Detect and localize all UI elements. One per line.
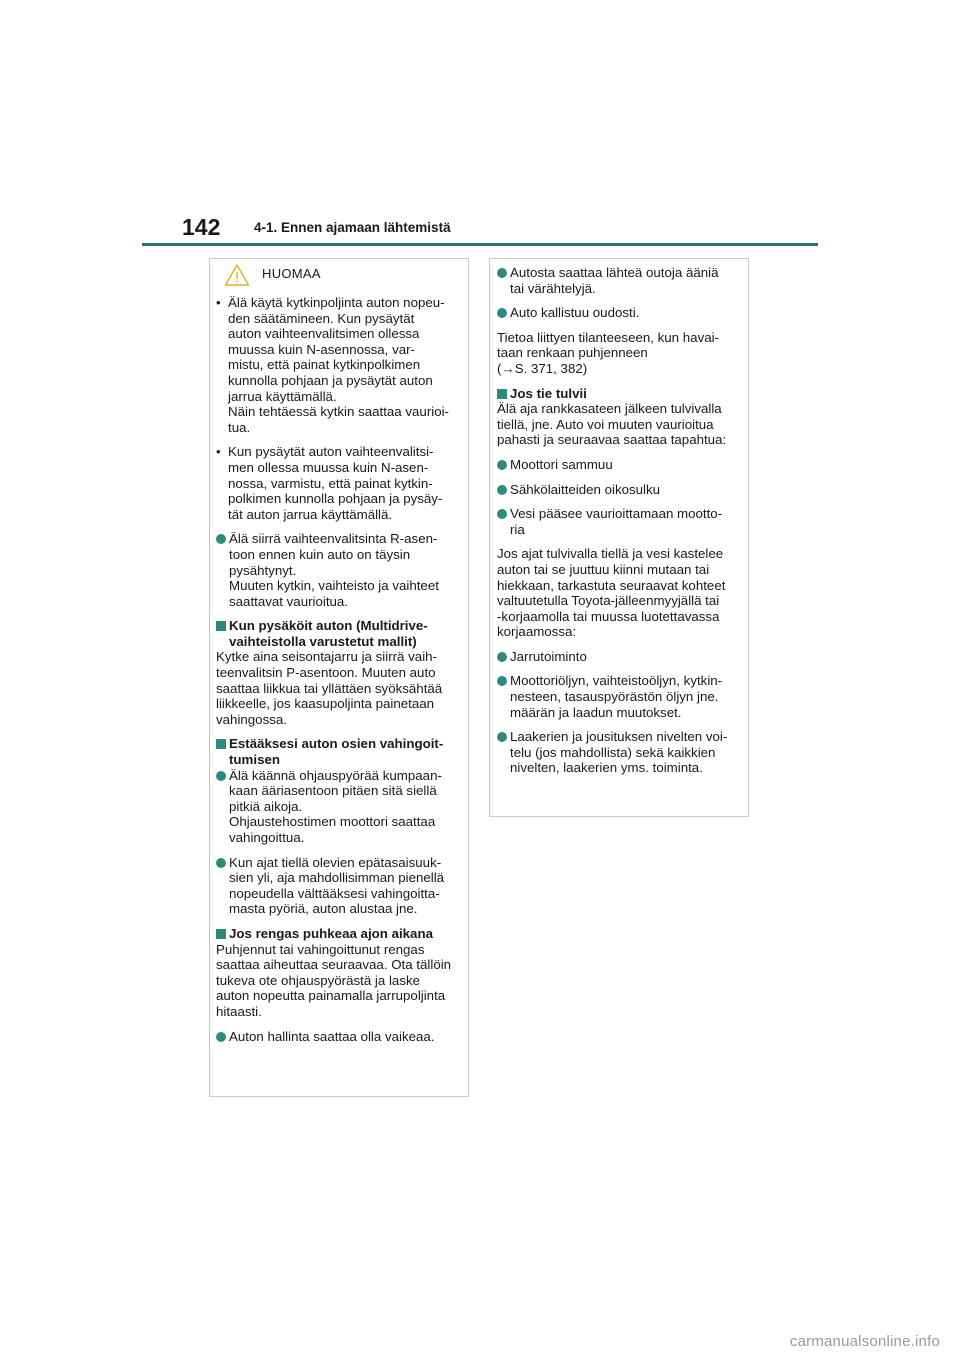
text-line: Älä käännä ohjauspyörää kumpaan-: [229, 767, 442, 783]
dot-marker-icon: [497, 652, 507, 662]
dot-marker-icon: [216, 534, 226, 544]
text-line: määrän ja laadun muutokset.: [510, 704, 682, 720]
text-line: Älä siirrä vaihteenvalitsinta R-asen-: [229, 531, 438, 547]
text-line: ria: [510, 521, 525, 537]
text-line: nivelten, laakerien yms. toiminta.: [510, 760, 703, 776]
heading-text: [229, 736, 462, 767]
text-block: [229, 855, 462, 917]
text-line: Kun ajat tiellä olevien epätasaisuuk-: [229, 854, 442, 870]
text-line: kunnolla pohjaan ja pysäytät auton: [228, 372, 433, 388]
text-line: toon ennen kuin auto on täysin: [229, 546, 411, 562]
text-line: Muuten kytkin, vaihteisto ja vaihteet: [229, 578, 439, 594]
text-line: nesteen, tasauspyörästön öljyn jne.: [510, 689, 719, 705]
text-block: [229, 768, 462, 846]
text-line: vaihteistolla varustetut mallit): [229, 633, 417, 649]
paragraph: [216, 649, 462, 727]
text-block: [510, 305, 742, 321]
text-line: hiekkaan, tarkastuta seuraavat kohteet: [497, 577, 726, 593]
warning-triangle-icon: [224, 263, 250, 287]
text-line: Jos rengas puhkeaa ajon aikana: [229, 925, 433, 941]
text-line: tukeva ote ohjauspyörästä ja laske: [216, 972, 421, 988]
dot-marker-icon: [497, 268, 507, 278]
text-block: [510, 729, 742, 776]
text-line: Jos tie tulvii: [510, 385, 587, 401]
text-line: liikkeelle, jos kaasupoljinta painetaan: [216, 696, 435, 712]
text-line: nossa, varmistu, että painat kytkin-: [228, 475, 433, 491]
paragraph: [497, 546, 742, 640]
text-line: tät auton jarrua käyttämällä.: [228, 506, 393, 522]
heading-text: [229, 618, 462, 649]
text-line: Vesi pääsee vaurioittamaan mootto-: [510, 506, 723, 522]
watermark: carmanualsonline.info: [789, 1333, 940, 1350]
page-header: [182, 210, 822, 240]
caution-label: HUOMAA: [262, 266, 321, 281]
text-block: [510, 482, 742, 498]
text-line: saattaa aiheuttaa seuraavaa. Ota tällöin: [216, 957, 452, 973]
text-line: Ohjaustehostimen moottori saattaa: [229, 814, 436, 830]
dot-marker-icon: [497, 676, 507, 686]
text-line: Kun pysäytät auton vaihteenvalitsi-: [228, 444, 434, 460]
text-line: men ollessa muussa kuin N-asen-: [228, 459, 429, 475]
text-line: telu (jos mahdollista) sekä kaikkien: [510, 744, 716, 760]
dot-item: [497, 506, 742, 537]
text-line: sien yli, aja mahdollisimman pienellä: [229, 870, 445, 886]
heading-text: [229, 926, 462, 942]
text-line: Sähkölaitteiden oikosulku: [510, 481, 661, 497]
square-marker-icon: [216, 739, 226, 749]
text-line: Jos ajat tulvivalla tiellä ja vesi kastelee: [497, 546, 724, 562]
text-line: masta pyöriä, auton alustaa jne.: [229, 901, 418, 917]
text-line: polkimen kunnolla pohjaan ja pysäy-: [228, 491, 443, 507]
dot-marker-icon: [216, 858, 226, 868]
dot-item: [497, 729, 742, 776]
text-block: [510, 265, 742, 296]
text-line: Auton hallinta saattaa olla vaikeaa.: [229, 1028, 435, 1044]
subheading: [216, 736, 462, 767]
text-line: Älä käytä kytkinpoljinta auton nopeu-: [228, 295, 445, 310]
text-line: den säätämineen. Kun pysäytät: [228, 310, 415, 326]
text-line: jarrua käyttämällä.: [228, 388, 337, 404]
dot-marker-icon: [497, 460, 507, 470]
square-marker-icon: [497, 389, 507, 399]
text-line: valtuutetulla Toyota-jälleenmyyjällä tai: [497, 593, 720, 609]
text-block: [229, 1029, 462, 1045]
dot-item: [216, 531, 462, 609]
dot-item: [497, 305, 742, 321]
dot-marker-icon: [497, 509, 507, 519]
text-block: [510, 673, 742, 720]
caution-box-continued: [489, 258, 749, 817]
text-line: saattaa liikkua tai yllättäen syöksähtää: [216, 680, 443, 696]
square-marker-icon: [216, 929, 226, 939]
dot-item: [497, 457, 742, 473]
bullet-item: • Älä käytä kytkinpoljinta auton nopeu- den säätämineen. Kun pysäytät auton vaihteenvalitsimen ollessa muussa kuin N-asennossa, var- mistu, että painat kytkinpolkimen kunnolla pohjaan ja pysäytät auton jarrua käyttämällä. Näin tehtäessä kytkin saattaa vaurioi- tua.: [216, 295, 462, 435]
section-title: 4-1. Ennen ajamaan lähtemistä: [254, 220, 451, 235]
text-block: [510, 649, 742, 665]
text-block: [228, 444, 462, 522]
text-line: tua.: [228, 419, 251, 435]
subheading: [216, 618, 462, 649]
dot-item: [216, 1029, 462, 1045]
text-block: [510, 506, 742, 537]
text-line: muussa kuin N-asennossa, var-: [228, 341, 415, 357]
text-line: (→S. 371, 382): [497, 360, 588, 376]
header-rule: [142, 243, 818, 246]
text-block: [510, 457, 742, 473]
dot-item: [497, 673, 742, 720]
text-line: pysähtynyt.: [229, 562, 297, 578]
text-line: pitkiä aikoja.: [229, 798, 303, 814]
text-line: nopeudella välttääksesi vahingoitta-: [229, 885, 440, 901]
paragraph: [497, 401, 742, 448]
text-line: Estääksesi auton osien vahingoit-: [229, 736, 444, 752]
square-marker-icon: [216, 621, 226, 631]
text-line: teenvalitsin P-asentoon. Muuten auto: [216, 665, 436, 681]
text-line: hitaasti.: [216, 1003, 262, 1019]
dot-item: [216, 768, 462, 846]
dot-marker-icon: [497, 308, 507, 318]
subheading: [497, 386, 742, 402]
text-line: kaan ääriasentoon pitäen sitä siellä: [229, 783, 437, 799]
text-line: Älä aja rankkasateen jälkeen tulvivalla: [497, 401, 722, 417]
text-line: Auto kallistuu oudosti.: [510, 305, 640, 321]
text-line: vahingoittua.: [229, 830, 305, 845]
text-line: vahingossa.: [216, 711, 287, 727]
text-line: -korjaamolla tai muussa luotettavassa: [497, 608, 720, 624]
dot-item: [497, 265, 742, 296]
text-line: auton vaihteenvalitsimen ollessa: [228, 326, 420, 342]
text-block: [229, 531, 462, 609]
text-line: Jarrutoiminto: [510, 648, 587, 664]
text-line: pahasti ja seuraavaa saattaa tapahtua:: [497, 432, 727, 448]
dot-item: [497, 482, 742, 498]
dot-item: [497, 649, 742, 665]
bullet-item: • Kun pysäytät auton vaihteenvalitsi- men ollessa muussa kuin N-asen- nossa, varmistu, että painat kytkin- polkimen kunnolla pohjaan ja pysäy- tät auton jarrua käyttämällä.: [216, 444, 462, 522]
text-line: tai värähtelyjä.: [510, 280, 596, 296]
dot-marker-icon: [216, 771, 226, 781]
text-line: Kytke aina seisontajarru ja siirrä vaih-: [216, 649, 437, 665]
text-line: taan renkaan puhjenneen: [497, 345, 648, 361]
dot-marker-icon: [497, 732, 507, 742]
text-line: Laakerien ja jousituksen nivelten voi-: [510, 729, 728, 745]
text-line: Moottoriöljyn, vaihteistoöljyn, kytkin-: [510, 673, 723, 689]
text-block: [228, 295, 462, 435]
caution-header: [210, 259, 468, 295]
paragraph: [497, 330, 742, 377]
text-line: korjaamossa:: [497, 624, 577, 640]
text-line: mistu, että painat kytkinpolkimen: [228, 357, 421, 373]
subheading: [216, 926, 462, 942]
text-line: tumisen: [229, 752, 280, 768]
text-line: Puhjennut tai vahingoittunut rengas: [216, 941, 425, 957]
text-line: auton tai se juuttuu kiinni mutaan tai: [497, 561, 710, 577]
text-line: auton nopeutta painamalla jarrupoljinta: [216, 988, 446, 1004]
text-line: Näin tehtäessä kytkin saattaa vaurioi-: [228, 404, 449, 420]
text-line: Kun pysäköit auton (Multidrive-: [229, 618, 428, 634]
page-number: 142: [182, 214, 221, 240]
text-line: Tietoa liittyen tilanteeseen, kun havai-: [497, 329, 719, 345]
paragraph: [216, 942, 462, 1020]
text-line: Autosta saattaa lähteä outoja ääniä: [510, 265, 719, 280]
text-line: saattavat vaurioitua.: [229, 593, 349, 609]
dot-marker-icon: [497, 485, 507, 495]
text-line: Moottori sammuu: [510, 456, 613, 472]
text-line: tiellä, jne. Auto voi muuten vaurioitua: [497, 416, 714, 432]
caution-box: [209, 258, 469, 1097]
dot-marker-icon: [216, 1032, 226, 1042]
heading-text: [510, 386, 742, 402]
dot-item: [216, 855, 462, 917]
